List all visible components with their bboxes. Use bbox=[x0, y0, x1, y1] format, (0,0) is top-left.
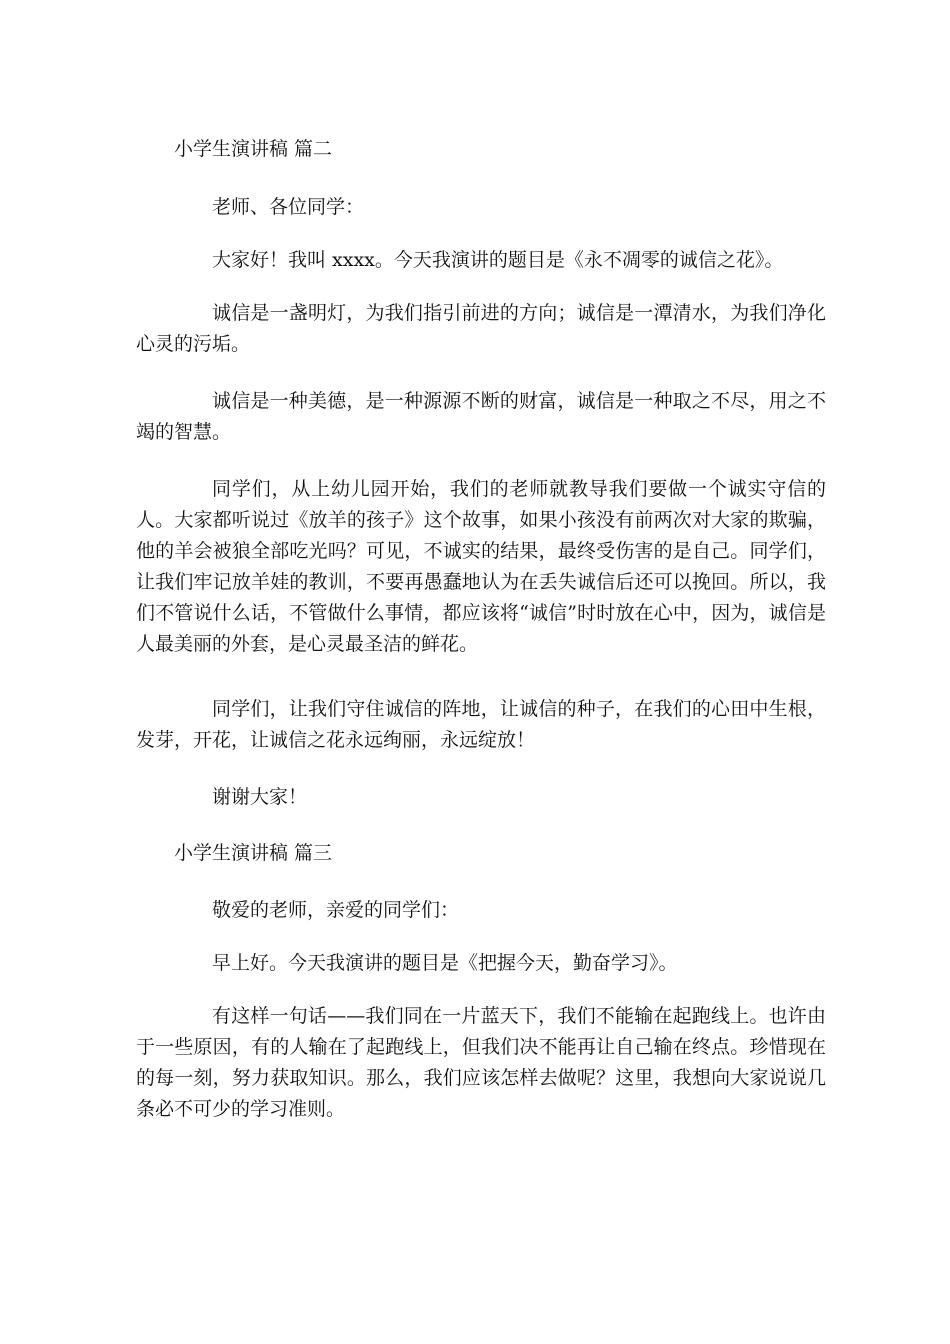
salutation-paragraph: 老师、各位同学： bbox=[212, 196, 365, 218]
body-paragraph: 诚信是一种美德，是一种源源不断的财富，诚信是一种取之不尽，用之不竭的智慧。 bbox=[136, 390, 826, 443]
section-heading-2: 小学生演讲稿 篇二 bbox=[174, 138, 333, 160]
section-heading-3: 小学生演讲稿 篇三 bbox=[174, 842, 333, 864]
body-paragraph: 同学们，从上幼儿园开始，我们的老师就教导我们要做一个诚实守信的人。大家都听说过《放羊的孩子》这个故事，如果小孩没有前两次对大家的欺骗，他的羊会被狼全部吃光吗？可见，不诚实的结果，最终受伤害的是自己。同学们，让我们牢记放羊娃的教训，不要再愚蠢地认为在丢失诚信后还可以挽回。所以，我们不管说什么话，不管做什么事情，都应该将“诚信”时时放在心中，因为，诚信是人最美丽的外套，是心灵最圣洁的鲜花。 bbox=[136, 478, 826, 655]
greeting-paragraph: 大家好！我叫 xxxx。今天我演讲的题目是《永不凋零的诚信之花》。 bbox=[212, 249, 784, 271]
body-paragraph: 同学们，让我们守住诚信的阵地，让诚信的种子，在我们的心田中生根，发芽，开花，让诚信之花永远绚丽，永远绽放！ bbox=[136, 698, 826, 751]
body-paragraph: 诚信是一盏明灯，为我们指引前进的方向；诚信是一潭清水，为我们净化心灵的污垢。 bbox=[136, 302, 826, 355]
closing-paragraph: 谢谢大家！ bbox=[212, 786, 308, 808]
body-paragraph: 有这样一句话——我们同在一片蓝天下，我们不能输在起跑线上。也许由于一些原因，有的人输在了起跑线上，但我们决不能再让自己输在终点。珍惜现在的每一刻，努力获取知识。那么，我们应该怎样去做呢？这里，我想向大家说说几条必不可少的学习准则。 bbox=[136, 1005, 826, 1120]
salutation-paragraph: 敬爱的老师，亲爱的同学们： bbox=[212, 899, 460, 921]
greeting-paragraph: 早上好。今天我演讲的题目是《把握今天，勤奋学习》。 bbox=[212, 952, 678, 974]
